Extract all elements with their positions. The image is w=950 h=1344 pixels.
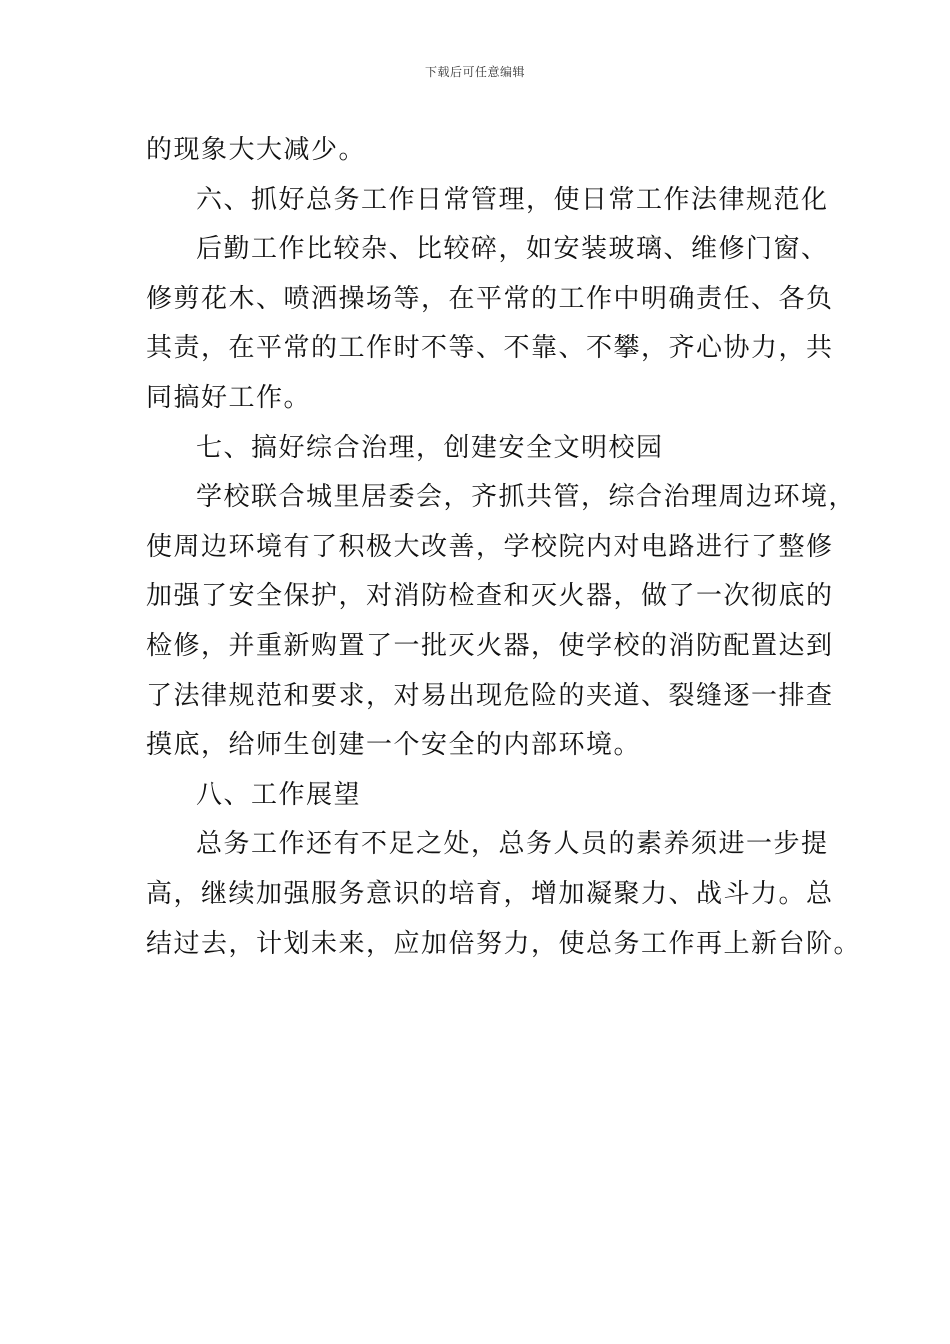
document-body	[146, 126, 862, 969]
text-line: 学校联合城里居委会，齐抓共管，综合治理周边环境，	[196, 482, 857, 513]
text-line: 使周边环境有了积极大改善，学校院内对电路进行了整修	[146, 531, 834, 562]
text-line: 高，继续加强服务意识的培育，增加凝聚力、战斗力。总	[146, 878, 834, 909]
text-line: 修剪花木、喷洒操场等，在平常的工作中明确责任、各负	[146, 283, 834, 314]
text-line: 其责，在平常的工作时不等、不靠、不攀，齐心协力，共	[146, 333, 834, 364]
text-line: 了法律规范和要求，对易出现危险的夹道、裂缝逐一排查	[146, 680, 834, 711]
text-line: 加强了安全保护，对消防检查和灭火器，做了一次彻底的	[146, 581, 834, 612]
text-line: 摸底，给师生创建一个安全的内部环境。	[146, 730, 642, 761]
text-line: 同搞好工作。	[146, 382, 312, 413]
text-line: 后勤工作比较杂、比较碎，如安装玻璃、维修门窗、	[196, 234, 829, 265]
text-line: 总务工作还有不足之处，总务人员的素养须进一步提	[196, 829, 829, 860]
page-header: 下载后可任意编辑	[424, 65, 525, 79]
section-heading: 七、搞好综合治理，创建安全文明校园	[196, 432, 664, 463]
text-line: 结过去，计划未来，应加倍努力，使总务工作再上新台阶。	[146, 928, 862, 959]
section-heading: 八、工作展望	[196, 779, 362, 810]
section-heading: 六、抓好总务工作日常管理，使日常工作法律规范化	[196, 184, 829, 215]
text-line: 检修，并重新购置了一批灭火器，使学校的消防配置达到	[146, 630, 834, 661]
text-line: 的现象大大减少。	[146, 135, 367, 165]
